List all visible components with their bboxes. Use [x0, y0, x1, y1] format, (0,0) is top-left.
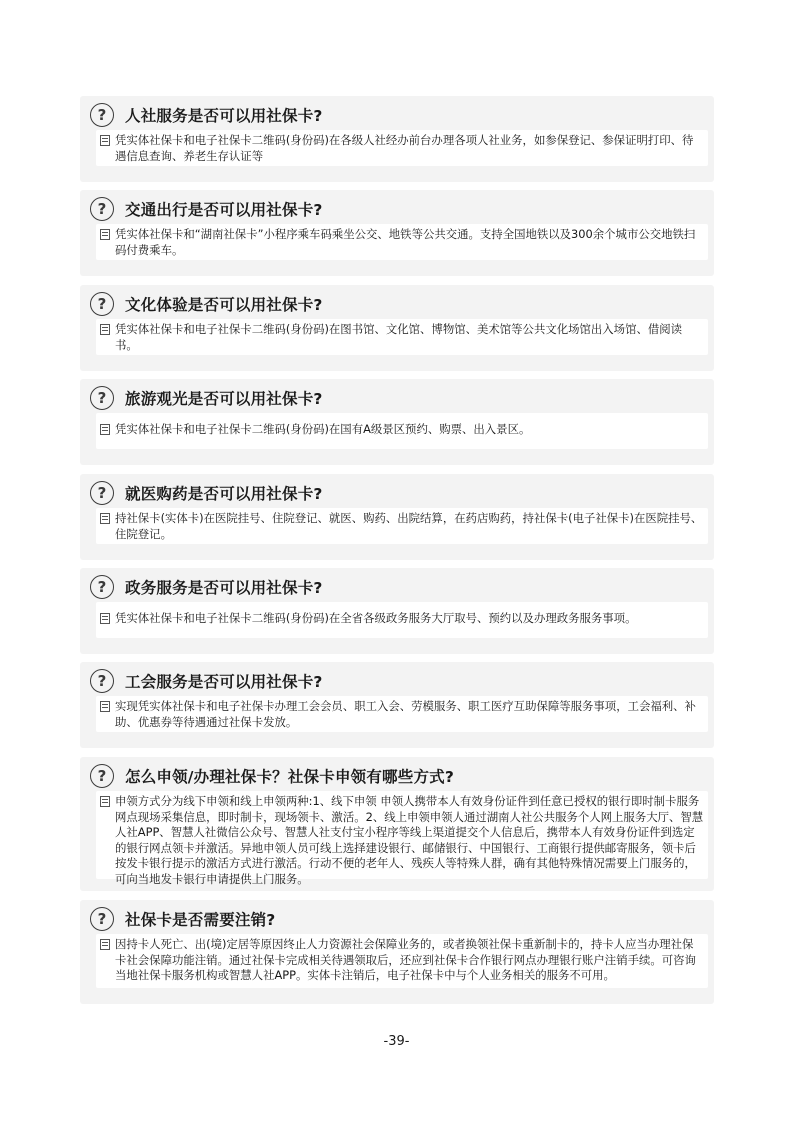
question-title: 社保卡是否需要注销?	[125, 911, 276, 929]
question-title: 政务服务是否可以用社保卡?	[125, 579, 323, 597]
document-icon	[100, 701, 110, 712]
qa-card-application	[80, 757, 714, 891]
qa-card-government	[80, 568, 714, 654]
question-title: 旅游观光是否可以用社保卡?	[125, 390, 323, 408]
answer-text: 因持卡人死亡、出(境)定居等原因终止人力资源社会保障业务的，或者换领社保卡重新制卡的，持卡人应当办理社保卡社会保障功能注销。通过社保卡完成相关待遇领取后，还应到社保卡合作银行网点办理银行账户注销手续。可咨询当地社保卡服务机构或智慧人社APP。实体卡注销后，电子社保卡中与个人业务相关的服务不可用。	[115, 937, 696, 983]
qa-card-tourism	[80, 379, 714, 465]
qa-card-union	[80, 662, 714, 748]
qa-header	[90, 904, 276, 934]
qa-header	[90, 761, 454, 791]
answer-box	[96, 319, 708, 355]
question-icon: ?	[90, 669, 114, 693]
answer-text: 实现凭实体社保卡和电子社保卡办理工会会员、职工入会、劳模服务、职工医疗互助保障等服务事项，工会福利、补助、优惠券等待遇通过社保卡发放。	[115, 699, 696, 729]
question-icon: ?	[90, 103, 114, 127]
answer-box	[96, 224, 708, 260]
answer-text: 凭实体社保卡和“湖南社保卡”小程序乘车码乘坐公交、地铁等公共交通。支持全国地铁以及300余个城市公交地铁扫码付费乘车。	[115, 227, 696, 257]
question-title: 交通出行是否可以用社保卡?	[125, 201, 323, 219]
document-icon	[100, 796, 110, 807]
qa-header	[90, 100, 323, 130]
question-title: 文化体验是否可以用社保卡?	[125, 296, 323, 314]
question-title: 就医购药是否可以用社保卡?	[125, 485, 323, 503]
qa-card-medical	[80, 474, 714, 560]
answer-box	[96, 791, 708, 886]
question-icon: ?	[90, 197, 114, 221]
answer-box	[96, 602, 708, 638]
answer-box	[96, 130, 708, 166]
document-icon	[100, 939, 110, 950]
qa-header	[90, 572, 323, 602]
answer-box	[96, 413, 708, 449]
qa-header	[90, 478, 323, 508]
answer-text: 持社保卡(实体卡)在医院挂号、住院登记、就医、购药、出院结算，在药店购药，持社保卡(电子社保卡)在医院挂号、住院登记。	[115, 511, 703, 541]
answer-box	[96, 696, 708, 732]
document-icon	[100, 613, 110, 624]
qa-card-cancellation	[80, 900, 714, 1004]
qa-header	[90, 289, 323, 319]
question-icon: ?	[90, 386, 114, 410]
qa-card-culture	[80, 285, 714, 371]
question-icon: ?	[90, 575, 114, 599]
question-icon: ?	[90, 764, 114, 788]
answer-text: 凭实体社保卡和电子社保卡二维码(身份码)在各级人社经办前台办理各项人社业务，如参保登记、参保证明打印、待遇信息查询、养老生存认证等	[115, 133, 694, 163]
question-icon: ?	[90, 481, 114, 505]
question-title: 怎么申领/办理社保卡？社保卡申领有哪些方式?	[125, 768, 455, 786]
qa-header	[90, 194, 323, 224]
answer-text: 凭实体社保卡和电子社保卡二维码(身份码)在图书馆、文化馆、博物馆、美术馆等公共文化场馆出入场馆、借阅读书。	[115, 322, 683, 352]
qa-header	[90, 666, 323, 696]
document-icon	[100, 229, 110, 240]
answer-text: 凭实体社保卡和电子社保卡二维码(身份码)在全省各级政务服务大厅取号、预约以及办理政务服务事项。	[115, 611, 637, 625]
question-title: 工会服务是否可以用社保卡?	[125, 673, 323, 691]
document-icon	[100, 513, 110, 524]
document-icon	[100, 424, 110, 435]
document-icon	[100, 324, 110, 335]
document-icon	[100, 135, 110, 146]
answer-text: 申领方式分为线下申领和线上申领两种:1、线下申领 申领人携带本人有效身份证件到任意已授权的银行即时制卡服务网点现场采集信息，即时制卡，现场领卡、激活。2、线上申领申领人通过湖南人社公共服务个人网上服务大厅、智慧人社APP、智慧人社微信公众号、智慧人社支付宝小程序等线上渠道提交个人信息后，携带本人有效身份证件到选定的银行网点领卡并激活。异地申领人员可线上选择建设银行、邮储银行、中国银行、工商银行提供邮寄服务，领卡后按发卡银行提示的激活方式进行激活。行动不便的老年人、残疾人等特殊人群，确有其他特殊情况需要上门服务的，可向当地发卡银行申请提供上门服务。	[115, 794, 704, 886]
question-icon: ?	[90, 292, 114, 316]
answer-box	[96, 934, 708, 988]
question-icon: ?	[90, 907, 114, 931]
page-number: -39-	[383, 1034, 410, 1049]
answer-box	[96, 508, 708, 544]
question-title: 人社服务是否可以用社保卡?	[125, 107, 323, 125]
answer-text: 凭实体社保卡和电子社保卡二维码(身份码)在国有A级景区预约、购票、出入景区。	[115, 422, 531, 436]
qa-header	[90, 383, 323, 413]
qa-card-hr-services	[80, 96, 714, 182]
qa-card-transport	[80, 190, 714, 276]
